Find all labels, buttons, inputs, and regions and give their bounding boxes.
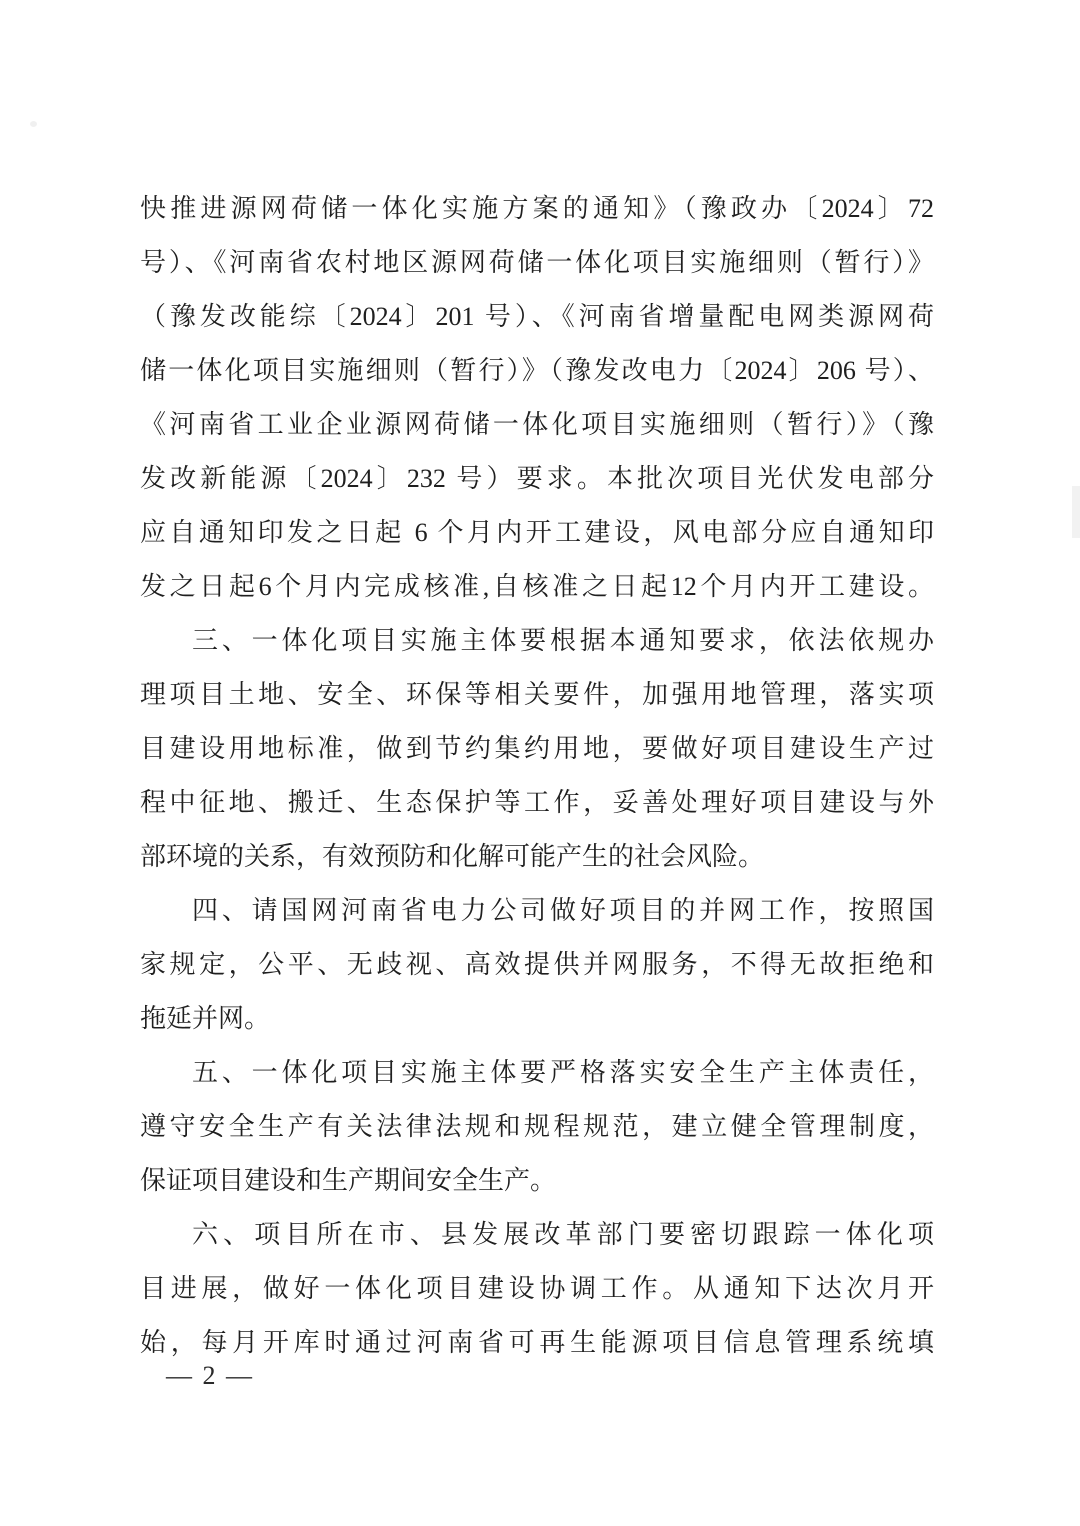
- text-line: 目建设用地标准，做到节约集约用地，要做好项目建设生产过: [140, 734, 934, 763]
- text-line: 快推进源网荷储一体化实施方案的通知》（豫政办〔2024〕72: [140, 194, 934, 223]
- text-line: 《河南省工业企业源网荷储一体化项目实施细则（暂行）》（豫: [140, 410, 934, 439]
- text-line: （豫发改能综〔2024〕201 号）、《河南省增量配电网类源网荷: [140, 302, 934, 331]
- text-line: 应自通知印发之日起 6 个月内开工建设，风电部分应自通知印: [140, 518, 934, 547]
- text-line: 遵守安全生产有关法律法规和规程规范，建立健全管理制度，: [140, 1112, 934, 1141]
- text-line: 五、一体化项目实施主体要严格落实安全生产主体责任，: [192, 1058, 934, 1087]
- text-line: 部环境的关系，有效预防和化解可能产生的社会风险。: [140, 842, 765, 871]
- text-line: 六、项目所在市、县发展改革部门要密切跟踪一体化项: [192, 1220, 934, 1249]
- page-number: — 2 —: [166, 1361, 254, 1390]
- text-line: 四、请国网河南省电力公司做好项目的并网工作，按照国: [192, 896, 934, 925]
- text-line: 目进展，做好一体化项目建设协调工作。从通知下达次月开: [140, 1274, 934, 1303]
- scan-artifact-edge: [1072, 486, 1080, 538]
- text-line: 家规定，公平、无歧视、高效提供并网服务，不得无故拒绝和: [140, 950, 934, 979]
- text-line: 拖延并网。: [140, 1004, 271, 1033]
- text-line: 理项目土地、安全、环保等相关要件，加强用地管理，落实项: [140, 680, 934, 709]
- text-line: 程中征地、搬迁、生态保护等工作，妥善处理好项目建设与外: [140, 788, 934, 817]
- text-line: 发之日起6个月内完成核准,自核准之日起12个月内开工建设。: [140, 572, 934, 601]
- text-line: 发改新能源〔2024〕232 号）要求。本批次项目光伏发电部分: [140, 464, 934, 493]
- scan-artifact-dot: [30, 121, 37, 127]
- text-line: 号）、《河南省农村地区源网荷储一体化项目实施细则（暂行）》: [140, 248, 934, 277]
- text-line: 始，每月开库时通过河南省可再生能源项目信息管理系统填: [140, 1328, 934, 1357]
- text-line: 三、一体化项目实施主体要根据本通知要求，依法依规办: [192, 626, 934, 655]
- document-text: [140, 182, 934, 1370]
- text-line: 保证项目建设和生产期间安全生产。: [140, 1166, 557, 1195]
- text-line: 储一体化项目实施细则（暂行）》（豫发改电力〔2024〕206 号）、: [140, 356, 934, 385]
